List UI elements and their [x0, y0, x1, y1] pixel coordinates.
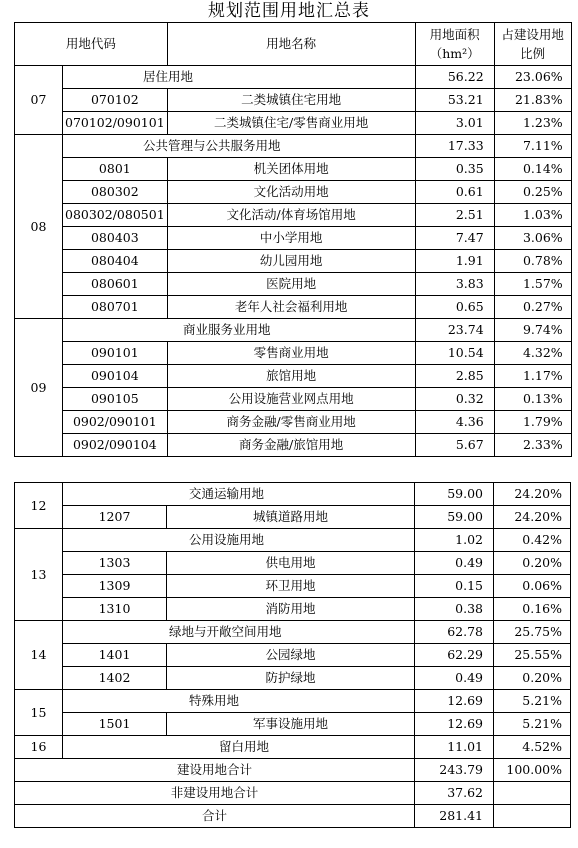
area-value: 1.91 — [415, 250, 494, 273]
sub-code: 1310 — [63, 598, 167, 621]
group-code: 14 — [15, 621, 63, 690]
sub-name: 城镇道路用地 — [167, 506, 415, 529]
category-name: 居住用地 — [63, 66, 416, 89]
ratio-value: 0.42% — [494, 529, 571, 552]
ratio-value: 5.21% — [494, 690, 571, 713]
sub-code: 0902/090101 — [63, 411, 168, 434]
total-row — [15, 759, 571, 782]
area-value: 7.47 — [415, 227, 494, 250]
group-code: 09 — [15, 319, 63, 457]
sub-name: 防护绿地 — [167, 667, 415, 690]
ratio-value: 0.78% — [494, 250, 571, 273]
sub-name: 文化活动用地 — [167, 181, 415, 204]
table-row — [15, 667, 571, 690]
area-value: 4.36 — [415, 411, 494, 434]
group-row — [15, 529, 571, 552]
sub-code: 0801 — [63, 158, 168, 181]
sub-name: 二类城镇住宅/零售商业用地 — [167, 112, 415, 135]
sub-name: 文化活动/体育场馆用地 — [167, 204, 415, 227]
sub-code: 1309 — [63, 575, 167, 598]
table-row — [15, 342, 572, 365]
sub-name: 幼儿园用地 — [167, 250, 415, 273]
sub-code: 1501 — [63, 713, 167, 736]
ratio-value: 24.20% — [494, 483, 571, 506]
header-row — [15, 23, 572, 66]
sub-code: 090104 — [63, 365, 168, 388]
area-value: 0.49 — [415, 667, 494, 690]
category-name: 公用设施用地 — [63, 529, 415, 552]
sub-code: 080601 — [63, 273, 168, 296]
table-row — [15, 250, 572, 273]
sub-code: 070102/090101 — [63, 112, 168, 135]
table-row — [15, 89, 572, 112]
table-row — [15, 598, 571, 621]
area-value: 62.29 — [415, 644, 494, 667]
area-value: 0.61 — [415, 181, 494, 204]
ratio-value: 0.16% — [494, 598, 571, 621]
land-use-table-part2 — [14, 482, 571, 828]
header-name: 用地名称 — [167, 23, 415, 66]
table-row — [15, 411, 572, 434]
ratio-value: 7.11% — [494, 135, 571, 158]
area-value: 5.67 — [415, 434, 494, 457]
area-value: 17.33 — [415, 135, 494, 158]
area-value: 0.32 — [415, 388, 494, 411]
ratio-value: 3.06% — [494, 227, 571, 250]
ratio-value: 0.27% — [494, 296, 571, 319]
category-name: 绿地与开敞空间用地 — [63, 621, 415, 644]
total-label: 非建设用地合计 — [15, 782, 415, 805]
sub-name: 老年人社会福利用地 — [167, 296, 415, 319]
ratio-value: 0.20% — [494, 667, 571, 690]
ratio-value: 21.83% — [494, 89, 571, 112]
group-row — [15, 621, 571, 644]
table-row — [15, 388, 572, 411]
ratio-value: 100.00% — [494, 759, 571, 782]
area-value: 59.00 — [415, 506, 494, 529]
sub-name: 机关团体用地 — [167, 158, 415, 181]
ratio-value: 1.57% — [494, 273, 571, 296]
ratio-value — [494, 805, 571, 828]
ratio-value: 1.23% — [494, 112, 571, 135]
sub-name: 商务金融/旅馆用地 — [167, 434, 415, 457]
sub-name: 环卫用地 — [167, 575, 415, 598]
header-code: 用地代码 — [15, 23, 168, 66]
table-row — [15, 365, 572, 388]
table-row — [15, 112, 572, 135]
header-area: 用地面积（hm²） — [415, 23, 494, 66]
area-value: 3.83 — [415, 273, 494, 296]
land-use-table-part1 — [14, 22, 572, 457]
area-value: 0.38 — [415, 598, 494, 621]
area-value: 0.35 — [415, 158, 494, 181]
ratio-value: 1.03% — [494, 204, 571, 227]
ratio-value: 0.06% — [494, 575, 571, 598]
ratio-value: 5.21% — [494, 713, 571, 736]
sub-code: 080404 — [63, 250, 168, 273]
area-value: 53.21 — [415, 89, 494, 112]
area-value: 23.74 — [415, 319, 494, 342]
category-name: 留白用地 — [63, 736, 415, 759]
category-name: 特殊用地 — [63, 690, 415, 713]
ratio-value: 0.14% — [494, 158, 571, 181]
table-row — [15, 552, 571, 575]
sub-code: 080302 — [63, 181, 168, 204]
table-row — [15, 713, 571, 736]
area-value: 59.00 — [415, 483, 494, 506]
total-label: 合计 — [15, 805, 415, 828]
total-label: 建设用地合计 — [15, 759, 415, 782]
group-row — [15, 483, 571, 506]
group-code: 15 — [15, 690, 63, 736]
group-row — [15, 66, 572, 89]
table-row — [15, 506, 571, 529]
sub-code: 070102 — [63, 89, 168, 112]
sub-code: 080302/080501 — [63, 204, 168, 227]
sub-name: 二类城镇住宅用地 — [167, 89, 415, 112]
area-value: 0.49 — [415, 552, 494, 575]
area-value: 1.02 — [415, 529, 494, 552]
table-row — [15, 273, 572, 296]
sub-name: 公园绿地 — [167, 644, 415, 667]
table-row — [15, 644, 571, 667]
page-title: 规划范围用地汇总表 — [208, 1, 370, 21]
area-value: 3.01 — [415, 112, 494, 135]
category-name: 商业服务业用地 — [63, 319, 416, 342]
group-code: 16 — [15, 736, 63, 759]
area-value: 12.69 — [415, 713, 494, 736]
area-value: 2.85 — [415, 365, 494, 388]
group-row — [15, 690, 571, 713]
sub-name: 零售商业用地 — [167, 342, 415, 365]
table-row — [15, 227, 572, 250]
table-row — [15, 204, 572, 227]
group-code: 07 — [15, 66, 63, 135]
group-code: 08 — [15, 135, 63, 319]
sub-code: 090105 — [63, 388, 168, 411]
sub-name: 中小学用地 — [167, 227, 415, 250]
sub-name: 军事设施用地 — [167, 713, 415, 736]
category-name: 交通运输用地 — [63, 483, 415, 506]
ratio-value: 0.13% — [494, 388, 571, 411]
sub-name: 公用设施营业网点用地 — [167, 388, 415, 411]
area-value: 11.01 — [415, 736, 494, 759]
sub-code: 090101 — [63, 342, 168, 365]
area-value: 37.62 — [415, 782, 494, 805]
area-value: 56.22 — [415, 66, 494, 89]
table-row — [15, 181, 572, 204]
table-row — [15, 434, 572, 457]
sub-code: 1303 — [63, 552, 167, 575]
area-value: 12.69 — [415, 690, 494, 713]
ratio-value: 25.75% — [494, 621, 571, 644]
ratio-value: 2.33% — [494, 434, 571, 457]
category-name: 公共管理与公共服务用地 — [63, 135, 416, 158]
table-row — [15, 296, 572, 319]
sub-code: 1401 — [63, 644, 167, 667]
area-value: 2.51 — [415, 204, 494, 227]
area-value: 243.79 — [415, 759, 494, 782]
sub-code: 1402 — [63, 667, 167, 690]
header-ratio: 占建设用地比例 — [494, 23, 571, 66]
group-row — [15, 736, 571, 759]
area-value: 0.15 — [415, 575, 494, 598]
group-row — [15, 135, 572, 158]
ratio-value: 25.55% — [494, 644, 571, 667]
group-code: 13 — [15, 529, 63, 621]
sub-name: 供电用地 — [167, 552, 415, 575]
group-code: 12 — [15, 483, 63, 529]
sub-name: 消防用地 — [167, 598, 415, 621]
sub-name: 旅馆用地 — [167, 365, 415, 388]
sub-name: 医院用地 — [167, 273, 415, 296]
total-row — [15, 782, 571, 805]
sub-code: 080403 — [63, 227, 168, 250]
area-value: 281.41 — [415, 805, 494, 828]
ratio-value: 24.20% — [494, 506, 571, 529]
ratio-value: 23.06% — [494, 66, 571, 89]
sub-code: 080701 — [63, 296, 168, 319]
sub-code: 1207 — [63, 506, 167, 529]
sub-code: 0902/090104 — [63, 434, 168, 457]
area-value: 62.78 — [415, 621, 494, 644]
ratio-value: 4.52% — [494, 736, 571, 759]
table-row — [15, 158, 572, 181]
ratio-value: 0.25% — [494, 181, 571, 204]
sub-name: 商务金融/零售商业用地 — [167, 411, 415, 434]
ratio-value — [494, 782, 571, 805]
area-value: 10.54 — [415, 342, 494, 365]
table-row — [15, 575, 571, 598]
total-row — [15, 805, 571, 828]
ratio-value: 4.32% — [494, 342, 571, 365]
ratio-value: 1.79% — [494, 411, 571, 434]
ratio-value: 0.20% — [494, 552, 571, 575]
area-value: 0.65 — [415, 296, 494, 319]
ratio-value: 1.17% — [494, 365, 571, 388]
group-row — [15, 319, 572, 342]
ratio-value: 9.74% — [494, 319, 571, 342]
